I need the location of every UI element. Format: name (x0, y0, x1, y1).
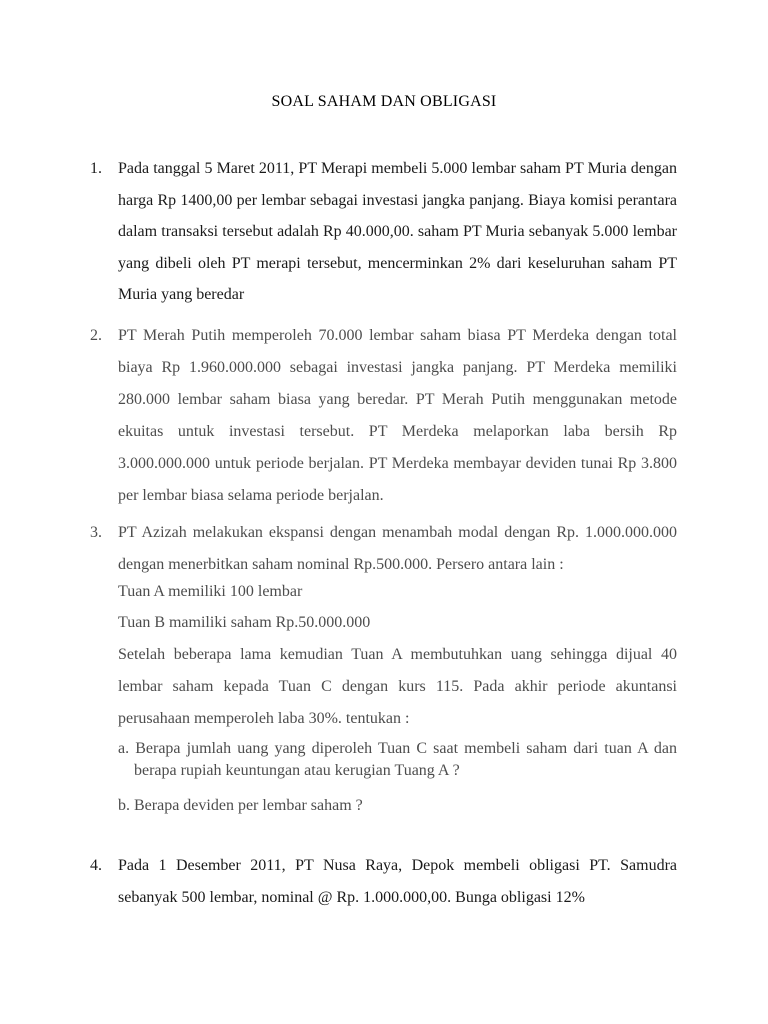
question-3 (90, 517, 677, 817)
question-number: 3. (90, 524, 102, 541)
shareholder-a: Tuan A memiliki 100 lembar (118, 583, 303, 600)
question-text: Pada 1 Desember 2011, PT Nusa Raya, Depok membeli obligasi PT. Samudra sebanyak 500 lembar, nominal @ Rp. 1.000.000,00. Bunga obligasi 12% (118, 857, 677, 906)
question-text: Pada tanggal 5 Maret 2011, PT Merapi membeli 5.000 lembar saham PT Muria dengan harga Rp 1400,00 per lembar sebagai investasi jangka panjang. Biaya komisi perantara dalam transaksi tersebut adalah Rp 40.000,00. saham PT Muria sebanyak 5.000 lembar yang dibeli oleh PT merapi tersebut, mencerminkan 2% dari keseluruhan saham PT Muria yang beredar (118, 160, 677, 303)
question-text: PT Merah Putih memperoleh 70.000 lembar saham biasa PT Merdeka dengan total biaya Rp 1.960.000.000 sebagai investasi jangka panjang. PT Merdeka memiliki 280.000 lembar saham biasa yang beredar. PT Merah Putih menggunakan metode ekuitas untuk investasi tersebut. PT Merdeka melaporkan laba bersih Rp 3.000.000.000 untuk periode berjalan. PT Merdeka membayar deviden tunai Rp 3.800 per lembar biasa selama periode berjalan. (118, 327, 677, 504)
sub-question-b: b. Berapa deviden per lembar saham ? (118, 797, 363, 814)
question-intro: PT Azizah melakukan ekspansi dengan menambah modal dengan Rp. 1.000.000.000 dengan menerbitkan saham nominal Rp.500.000. Persero antara lain : (118, 524, 677, 573)
question-2 (90, 320, 677, 512)
sub-question-a: a. Berapa jumlah uang yang diperoleh Tuan C saat membeli saham dari tuan A dan berapa rupiah keuntungan atau kerugian Tuang A ? (118, 740, 677, 779)
shareholder-b: Tuan B mamiliki saham Rp.50.000.000 (118, 614, 371, 631)
question-4 (90, 850, 677, 914)
question-detail: Setelah beberapa lama kemudian Tuan A membutuhkan uang sehingga dijual 40 lembar saham kepada Tuan C dengan kurs 115. Pada akhir periode akuntansi perusahaan memperoleh laba 30%. tentukan : (118, 646, 677, 727)
question-1 (90, 153, 677, 311)
question-number: 1. (90, 160, 102, 177)
question-number: 4. (90, 857, 102, 874)
document-title: SOAL SAHAM DAN OBLIGASI (271, 93, 497, 110)
question-number: 2. (90, 327, 102, 344)
